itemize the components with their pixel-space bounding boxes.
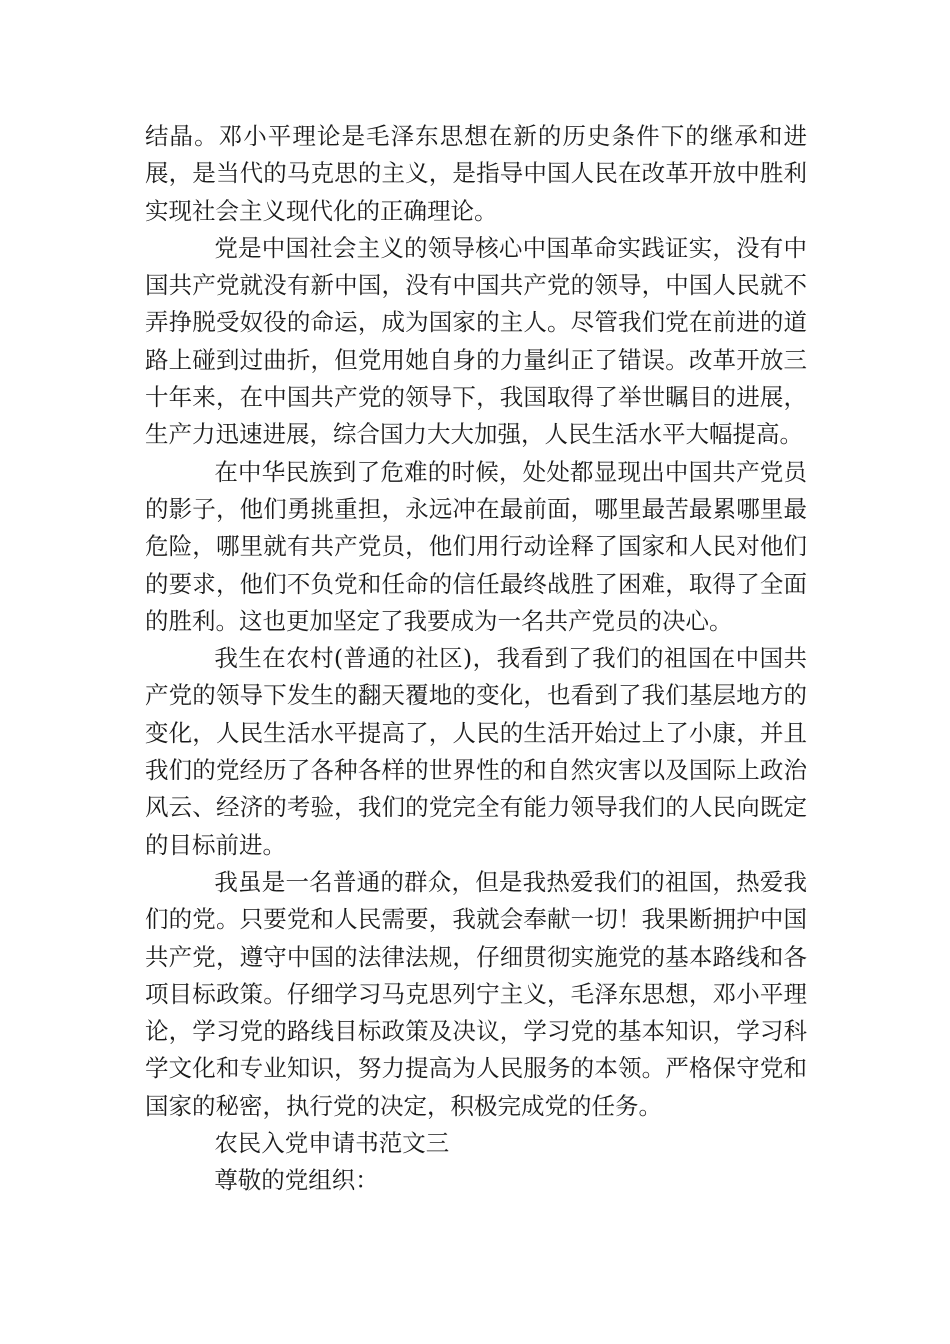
paragraph-commitment: 我虽是一名普通的群众，但是我热爱我们的祖国，热爱我们的党。只要党和人民需要，我就会奉献一切！我果断拥护中国共产党，遵守中国的法律法规，仔细贯彻实施党的基本路线和各项目标政策。仔细学习马克思列宁主义，毛泽东思想，邓小平理论，学习党的路线目标政策及决议，学习党的基本知识，学习科学文化和专业知识，努力提高为人民服务的本领。严格保守党和国家的秘密，执行党的决定，积极完成党的任务。	[145, 867, 807, 1120]
salutation: 尊敬的党组织：	[214, 1166, 379, 1195]
paragraph-party-leadership: 党是中国社会主义的领导核心中国革命实践证实，没有中国共产党就没有新中国，没有中国共产党的领导，中国人民就不弄挣脱受奴役的命运，成为国家的主人。尽管我们党在前进的道路上碰到过曲折，但党用她自身的力量纠正了错误。改革开放三十年来，在中国共产党的领导下，我国取得了举世瞩目的进展，生产力迅速进展，综合国力大大加强，人民生活水平大幅提高。	[145, 233, 807, 449]
section-heading: 农民入党申请书范文三	[214, 1129, 450, 1158]
paragraph-rural-life: 我生在农村(普通的社区)，我看到了我们的祖国在中国共产党的领导下发生的翻天覆地的变化，也看到了我们基层地方的变化，人民生活水平提高了，人民的生活开始过上了小康，并且我们的党经历了各种各样的世界性的和自然灾害以及国际上政治风云、经济的考验，我们的党完全有能力领导我们的人民向既定的目标前进。	[145, 644, 807, 859]
paragraph-party-members: 在中华民族到了危难的时候，处处都显现出中国共产党员的影子，他们勇挑重担，永远冲在最前面，哪里最苦最累哪里最危险，哪里就有共产党员，他们用行动诠释了国家和人民对他们的要求，他们不负党和任命的信任最终战胜了困难，取得了全面的胜利。这也更加坚定了我要成为一名共产党员的决心。	[145, 457, 807, 635]
document-body	[145, 118, 807, 1200]
paragraph-continuation: 结晶。邓小平理论是毛泽东思想在新的历史条件下的继承和进展，是当代的马克思的主义，是指导中国人民在改革开放中胜利实现社会主义现代化的正确理论。	[145, 122, 807, 225]
